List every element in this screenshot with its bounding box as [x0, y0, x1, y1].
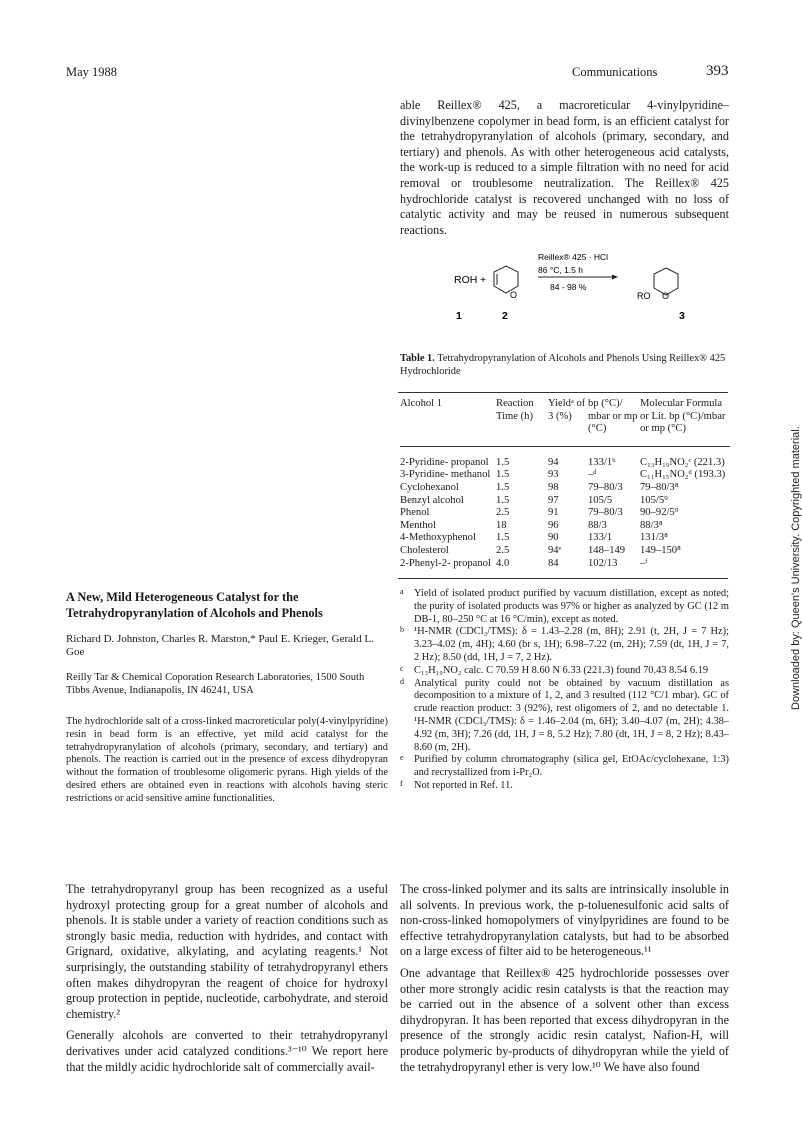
- article-title: A New, Mild Heterogeneous Catalyst for the Tetrahydropyranylation of Alcohols and Phenols: [66, 590, 323, 620]
- reaction-scheme: [400, 246, 730, 322]
- table-bottom-rule: [398, 578, 728, 579]
- scheme-plus: +: [480, 274, 487, 286]
- table-row: Cholesterol 2.5 94ᵉ 148–149 149–150⁸: [400, 544, 681, 556]
- body-paragraph: Generally alcohols are converted to their tetrahydropyranyl derivatives under acid catalyzed conditions.³⁻¹⁰ We report here that the mildly acidic hydrochloride salt of commercially avail-: [66, 1028, 388, 1074]
- column-header: Alcohol 1: [400, 398, 443, 409]
- table-caption: Table 1. Tetrahydropyranylation of Alcohols and Phenols Using Reillex® 425 Hydrochloride: [400, 353, 726, 377]
- compound-label-1: 1: [456, 310, 462, 322]
- table-row: 2-Pyridine- propanol 1.5 94 133/1ᵇ C₁₃H₁₉NO₂ᶜ (221.3): [400, 456, 725, 468]
- footnote-b: b ¹H-NMR (CDCl₃/TMS): δ = 1.43–2.28 (m, 8H); 2.91 (t, 2H, J = 7 Hz); 3.23–4.02 (m, 4H); 4.60 (br s, 1H); 6.98–7.22 (m, 2H); 7.59 (dt, 1H, J = 7, 2 Hz); 8.50 (dd, 1H, J = 7, 2 Hz).: [400, 625, 729, 663]
- table-header-row: [400, 398, 730, 436]
- header-section: Communications: [572, 65, 658, 79]
- body-paragraph: The tetrahydropyranyl group has been recognized as a useful hydroxyl protecting group for a great number of alcohols and phenols. It is stable under a variety of reaction conditions such as strongly basic media, reduction with hydrides, and contact with Grignard, oxidative, alkylating, and acylating reagents.¹ Not surprisingly, the outstanding stability of tetrahydropyranyl ethers often makes dihydropyran the reagent of choice for hydroxyl group protection in peptide, nucleotide, carbohydrate, and steroid chemistry.²: [66, 882, 388, 1021]
- table-top-rule: [398, 392, 728, 393]
- table-footnotes: [400, 588, 729, 793]
- scheme-ring-oxygen-3: O: [662, 291, 670, 301]
- header-date: May 1988: [66, 65, 118, 79]
- article-authors: Richard D. Johnston, Charles R. Marston,* Paul E. Krieger, Gerald L. Goe: [66, 633, 374, 659]
- column-header: bp (°C)/ mbar or mp (°C): [588, 398, 638, 435]
- scheme-reagent-line2: 86 °C, 1.5 h: [538, 265, 583, 275]
- intro-paragraph: able Reillex® 425, a macroreticular 4-vinylpyridine–divinylbenzene copolymer in bead form, is an efficient catalyst for the tetrahydropyranylation of alcohols (primary, secondary, and tertiary) and phenols. As with other heterogeneous acid catalysts, the work-up is reduced to a simple filtration with no need for acid removal or troublesome neutralization. The Reillex® 425 hydrochloride catalyst is recovered unchanged with no loss of catalytic activity and may be reused in numerous subsequent reactions.: [400, 98, 729, 237]
- scheme-reagent-line1: Reillex® 425 · HCl: [538, 252, 609, 262]
- article-affiliation: Reilly Tar & Chemical Coporation Research Laboratories, 1500 South Tibbs Avenue, Indianapolis, IN 46241, USA: [66, 672, 365, 696]
- body-paragraph: The cross-linked polymer and its salts are intrinsically insoluble in all solvents. In previous work, the p-toluenesulfonic acid salts of non-cross-linked homopolymers of vinylpyridines are found to be effective tetrahydropyranylation catalysts, but had to be absorbed on a large excess of filter aid to be heterogeneous.¹¹: [400, 882, 729, 959]
- dihydropyran-structure: [494, 266, 518, 293]
- column-header: Yieldᵃ of 3 (%): [548, 398, 586, 422]
- footnote-c: c C₁₃H₁₉NO₂ calc. C 70.59 H 8.60 N 6.33 (221.3) found 70.43 8.54 6.19: [400, 663, 709, 676]
- column-header: Reaction Time (h): [496, 398, 534, 422]
- compound-label-2: 2: [502, 310, 508, 322]
- footnote-a: a Yield of isolated product purified by vacuum distillation, except as noted; the purity of isolated products was 97% or higher as analyzed by GC (12 m DB-1, 80–250 °C at 16 °C/min), except as noted.: [400, 587, 729, 625]
- table-row: 4-Methoxyphenol 1.5 90 133/1 131/3⁸: [400, 532, 668, 544]
- page-number: 393: [706, 63, 729, 79]
- column-header: Molecular Formula or Lit. bp (°C)/mbar or mp (°C): [640, 398, 726, 435]
- compound-label-3: 3: [679, 310, 685, 322]
- table-row: Phenol 2.5 91 79–80/3 90–92/5⁹: [400, 507, 679, 519]
- table-row: 2-Phenyl-2- propanol 4.0 84 102/13 –ᶠ: [400, 557, 648, 569]
- scheme-yield-range: 84 - 98 %: [550, 282, 587, 292]
- table-row: Cyclohexanol 1.5 98 79–80/3 79–80/3⁸: [400, 481, 679, 493]
- table-row: Menthol 18 96 88/3 88/3⁸: [400, 519, 663, 531]
- scheme-reactant: ROH: [454, 274, 478, 286]
- body-right-column: [400, 882, 729, 1075]
- body-left-column: [66, 882, 388, 1075]
- table-row: 3-Pyridine- methanol 1.5 93 –ᵈ C₁₁H₁₅NO₂ᵈ (193.3): [400, 469, 726, 481]
- article-abstract: The hydrochloride salt of a cross-linked macroreticular poly(4-vinylpyridine) resin in bead form is an effective, yet mild acid catalyst for the tetrahydropyranylation of alcohols (primary, secondary, and tertiary) and phenols. The reaction is carried out in the presence of excess dihydropyran without the formation of troublesome oligomeric pyrans. High yields of the desired ethers are obtained even in reactions with alcohols having steric restrictions or acid sensitive amine functionalities.: [66, 716, 388, 804]
- download-watermark: Downloaded by: Queen's University. Copyrighted material.: [790, 426, 802, 710]
- footnote-d: d Analytical purity could not be obtained by vacuum distillation as decomposition to a mixture of 1, 2, and 3 resulted (112 °C/1 mbar). GC of crude reaction product: 3 (92%), rest oligomers of 2, and no detectable 1. ¹H-NMR (CDCl₃/TMS): δ = 1.46–2.04 (m, 6H); 3.40–4.07 (m, 2H); 4.38–4.92 (m, 3H); 7.26 (dd, 1H, J = 8, 5.2 Hz); 7.80 (dt, 1H, J = 8, 2 Hz); 8.43–8.60 (m, 2H).: [400, 676, 729, 753]
- footnote-e: e Purified by column chromatography (silica gel, EtOAc/cyclohexane, 1:3) and recrystallized from i-Pr₂O.: [400, 753, 729, 779]
- footnote-f: f Not reported in Ref. 11.: [400, 778, 513, 791]
- scheme-ring-oxygen-2: O: [510, 290, 518, 300]
- table-row: Benzyl alcohol 1.5 97 105/5 105/5⁹: [400, 494, 668, 506]
- scheme-product-ro: RO: [637, 291, 651, 301]
- table-1: [400, 398, 730, 570]
- body-paragraph: One advantage that Reillex® 425 hydrochloride possesses over other more strongly acidic resin catalysts is that the reaction may be carried out in the absence of a solvent other than excess dihydropyran. It has been reported that excess dihydropyran in the presence of the strongly acidic resin catalyst, Nafion-H, will produce polymeric by-products of dihydropyran while the yield of the tetrahydropyranyl ether is very low.¹⁰ We have also found: [400, 965, 729, 1074]
